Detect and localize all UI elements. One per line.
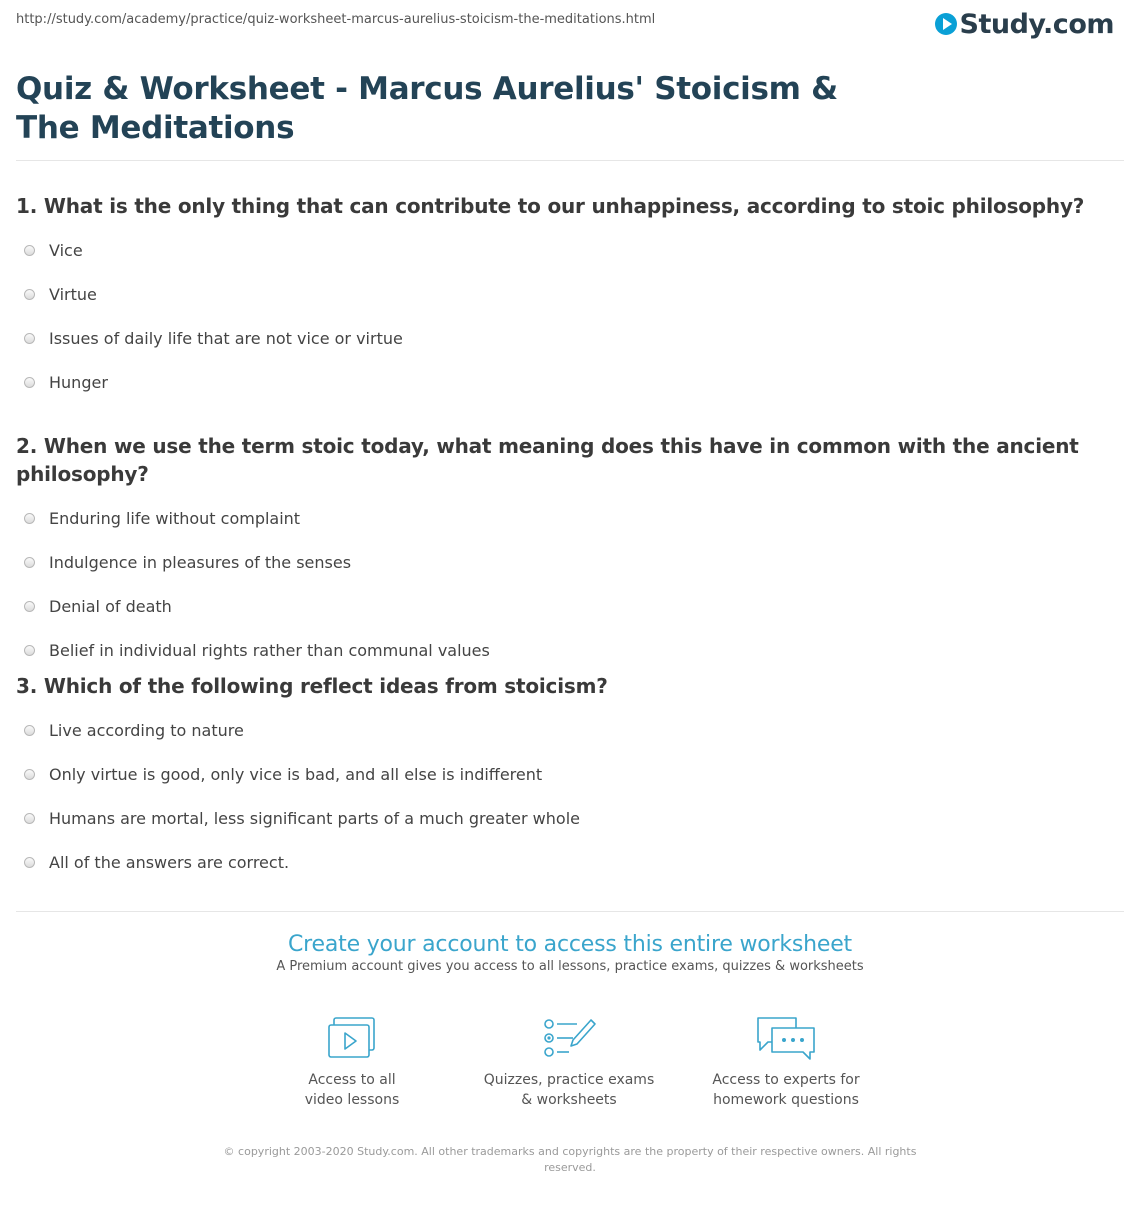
premium-cta [0, 932, 1140, 974]
radio-button-icon[interactable] [24, 645, 35, 656]
radio-button-icon[interactable] [24, 601, 35, 612]
feature-label-line: Access to experts for [712, 1072, 860, 1088]
question-1 [16, 192, 1116, 404]
answer-label: Live according to nature [49, 720, 244, 740]
cta-subtitle: A Premium account gives you access to all lessons, practice exams, quizzes & worksheets [276, 959, 864, 974]
radio-button-icon[interactable] [24, 289, 35, 300]
feature-label [252, 1070, 452, 1110]
answer-label: Humans are mortal, less significant parts of a much greater whole [49, 808, 580, 828]
answer-label: All of the answers are correct. [49, 852, 290, 872]
radio-button-icon[interactable] [24, 725, 35, 736]
answer-label: Vice [49, 240, 83, 260]
question-3 [16, 672, 1116, 884]
answer-option[interactable] [16, 796, 1116, 840]
radio-button-icon[interactable] [24, 245, 35, 256]
feature-label-line: Access to all [308, 1072, 396, 1088]
feature-label-line: Quizzes, practice exams [483, 1072, 655, 1088]
answer-label: Enduring life without complaint [49, 508, 301, 528]
feature-label [686, 1070, 886, 1110]
answer-option[interactable] [16, 360, 1116, 404]
copyright-notice: © copyright 2003-2020 Study.com. All other trademarks and copyrights are the property of their respective owners. All rights reserved. [223, 1145, 917, 1174]
quiz-checklist-icon [541, 1016, 597, 1060]
answer-option[interactable] [16, 840, 1116, 884]
answer-label: Indulgence in pleasures of the senses [49, 552, 352, 572]
answer-option[interactable] [16, 752, 1116, 796]
answer-label: Virtue [49, 284, 97, 304]
answer-label: Denial of death [49, 596, 172, 616]
answer-label: Belief in individual rights rather than communal values [49, 640, 490, 660]
feature-label-line: & worksheets [521, 1092, 617, 1108]
video-lessons-icon [326, 1016, 378, 1060]
chat-bubbles-icon [754, 1016, 818, 1060]
feature-quizzes [469, 1016, 669, 1110]
radio-button-icon[interactable] [24, 857, 35, 868]
feature-video-lessons [252, 1016, 452, 1110]
feature-label-line: video lessons [304, 1092, 400, 1108]
feature-label [469, 1070, 669, 1110]
answer-option[interactable] [16, 628, 1116, 672]
radio-button-icon[interactable] [24, 513, 35, 524]
top-bar [0, 0, 1140, 44]
study-logo[interactable] [935, 8, 1114, 40]
radio-button-icon[interactable] [24, 557, 35, 568]
content-divider [16, 911, 1124, 912]
answer-option[interactable] [16, 496, 1116, 540]
answer-option[interactable] [16, 708, 1116, 752]
question-text: 3. Which of the following reflect ideas from stoicism? [16, 674, 608, 698]
page-url: http://study.com/academy/practice/quiz-worksheet-marcus-aurelius-stoicism-the-meditations.html [16, 12, 656, 27]
answer-option[interactable] [16, 584, 1116, 628]
radio-button-icon[interactable] [24, 769, 35, 780]
radio-button-icon[interactable] [24, 377, 35, 388]
question-text: 1. What is the only thing that can contribute to our unhappiness, according to stoic philosophy? [16, 194, 1085, 218]
question-text: 2. When we use the term stoic today, what meaning does this have in common with the ancient philosophy? [16, 434, 1079, 486]
answer-label: Issues of daily life that are not vice or virtue [49, 328, 403, 348]
answer-option[interactable] [16, 228, 1116, 272]
answer-label: Only virtue is good, only vice is bad, and all else is indifferent [49, 764, 543, 784]
answer-list [16, 708, 1116, 884]
answer-label: Hunger [49, 372, 108, 392]
answer-list [16, 228, 1116, 404]
answer-option[interactable] [16, 316, 1116, 360]
logo-text: Study.com [959, 8, 1114, 40]
create-account-link[interactable]: Create your account to access this entire worksheet [288, 932, 852, 957]
title-divider [16, 160, 1124, 161]
answer-option[interactable] [16, 272, 1116, 316]
question-2 [16, 432, 1116, 672]
premium-features [0, 1016, 1140, 1126]
answer-option[interactable] [16, 540, 1116, 584]
feature-label-line: homework questions [713, 1092, 859, 1108]
radio-button-icon[interactable] [24, 813, 35, 824]
answer-list [16, 496, 1116, 672]
feature-experts [686, 1016, 886, 1110]
page-title: Quiz & Worksheet - Marcus Aurelius' Stoicism & The Meditations [16, 71, 838, 146]
radio-button-icon[interactable] [24, 333, 35, 344]
play-logo-icon [935, 13, 957, 35]
